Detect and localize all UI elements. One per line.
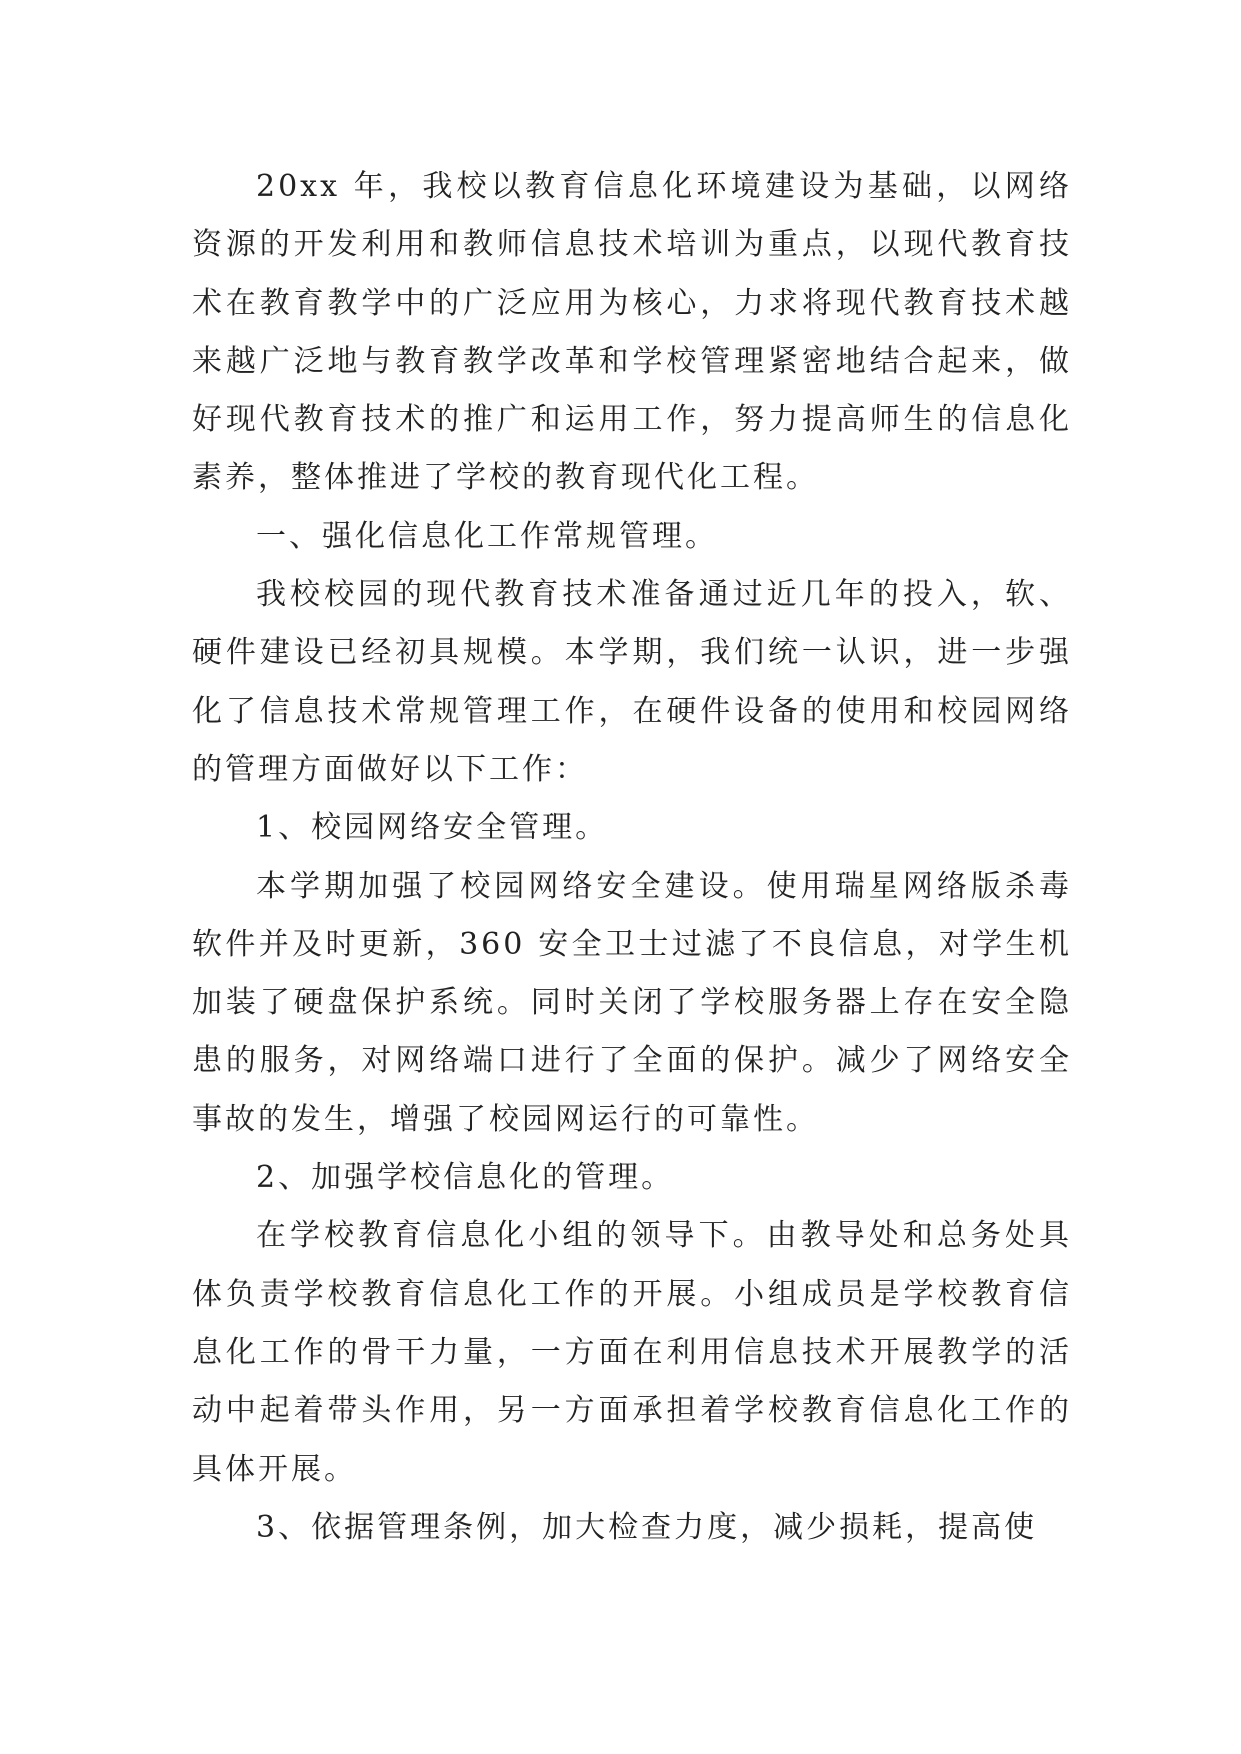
document-body [192, 158, 1072, 1557]
subheading-1: 1、校园网络安全管理。 [256, 810, 609, 846]
intro-paragraph: 20xx 年，我校以教育信息化环境建设为基础，以网络资源的开发利用和教师信息技术培训为重点，以现代教育技术在教育教学中的广泛应用为核心，力求将现代教育技术越来越广泛地与教育教学改革和学校管理紧密地结合起来，做好现代教育技术的推广和运用工作，努力提高师生的信息化素养，整体推进了学校的教育现代化工程。 [192, 169, 1072, 496]
subheading-3: 3、依据管理条例，加大检查力度，减少损耗，提高使 [256, 1509, 1038, 1545]
section-1-paragraph: 我校校园的现代教育技术准备通过近几年的投入，软、硬件建设已经初具规模。本学期，我们统一认识，进一步强化了信息技术常规管理工作，在硬件设备的使用和校园网络的管理方面做好以下工作： [192, 577, 1072, 787]
subheading-2-paragraph: 在学校教育信息化小组的领导下。由教导处和总务处具体负责学校教育信息化工作的开展。小组成员是学校教育信息化工作的骨干力量，一方面在利用信息技术开展教学的活动中起着带头作用，另一方面承担着学校教育信息化工作的具体开展。 [192, 1218, 1072, 1487]
subheading-2: 2、加强学校信息化的管理。 [256, 1160, 675, 1196]
subheading-1-paragraph: 本学期加强了校园网络安全建设。使用瑞星网络版杀毒软件并及时更新，360 安全卫士过滤了不良信息，对学生机加装了硬盘保护系统。同时关闭了学校服务器上存在安全隐患的服务，对网络端口进行了全面的保护。减少了网络安全事故的发生，增强了校园网运行的可靠性。 [192, 868, 1072, 1137]
section-heading-1: 一、强化信息化工作常规管理。 [256, 518, 718, 554]
